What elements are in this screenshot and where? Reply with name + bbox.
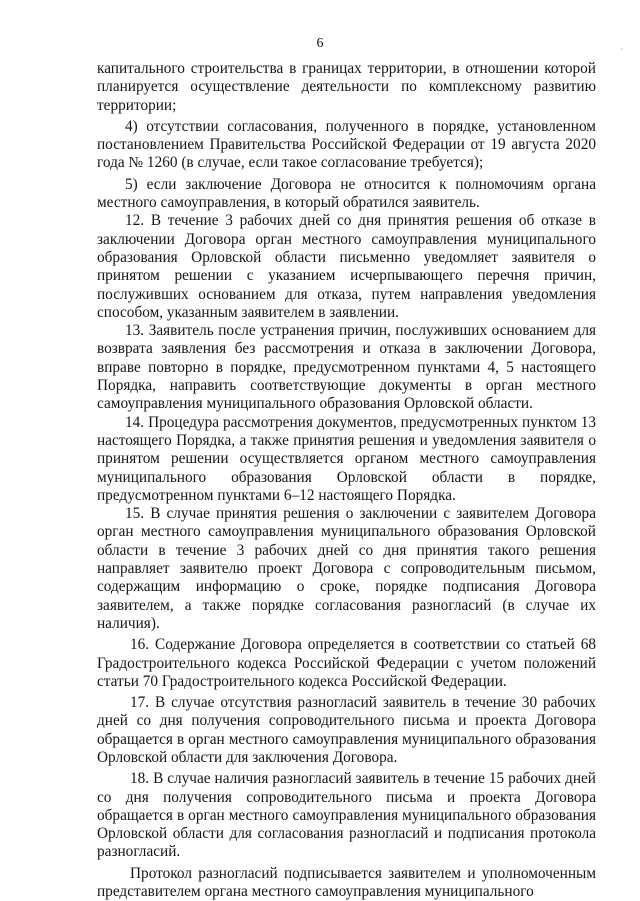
scan-artifact: · [620, 44, 623, 54]
paragraph-14: 14. Процедура рассмотрения документов, предусмотренных пунктом 13 настоящего Порядка, а также принятия решения и уведомления заявителя о принятом решении осуществляется органом местного самоуправления муниципального образования Орловской области в порядке, предусмотренном пунктами 6–12 настоящего Порядка. [97, 413, 596, 504]
paragraph-15: 15. В случае принятия решения о заключении с заявителем Договора орган местного самоуправления муниципального образования Орловской области в течение 3 рабочих дней со дня принятия такого решения направляет заявителю проект Договора с сопроводительным письмом, содержащим информацию о сроке, порядке подписания Договора заявителем, а также порядке согласования разногласий (в случае их наличия). [97, 505, 596, 632]
paragraph-16: 16. Содержание Договора определяется в соответствии со статьей 68 Градостроительного кодекса Российской Федерации с учетом положений статьи 70 Градостроительного кодекса Российской Федерации. [97, 636, 596, 690]
paragraph-18: 18. В случае наличия разногласий заявитель в течение 15 рабочих дней со дня получения сопроводительного письма и проекта Договора обращается в орган местного самоуправления муниципального образования Орловской области для согласования разногласий и подписания протокола разногласий. [97, 770, 596, 861]
page-number: 6 [316, 36, 324, 51]
paragraph-13: 13. Заявитель после устранения причин, послуживших основанием для возврата заявления без рассмотрения и отказа в заключении Договора, вправе повторно в порядке, предусмотренном пунктами 4, 5 настоящего Порядка, направить соответствующие документы в орган местного самоуправления муниципального образования Орловской области. [97, 322, 596, 413]
paragraph-17: 17. В случае отсутствия разногласий заявитель в течение 30 рабочих дней со дня получения сопроводительного письма и проекта Договора обращается в орган местного самоуправления муниципального образования Орловской области для заключения Договора. [97, 694, 596, 766]
document-body [97, 60, 596, 901]
paragraph-territory-continuation: капитального строительства в границах территории, в отношении которой планируется осуществление деятельности по комплексному развитию территории; [97, 60, 596, 114]
paragraph-item-5: 5) если заключение Договора не относится к полномочиям органа местного самоуправления, в который обратился заявитель. [97, 175, 596, 212]
paragraph-item-4: 4) отсутствии согласования, полученного в порядке, установленном постановлением Правительства Российской Федерации от 19 августа 2020 года № 1260 (в случае, если такое согласование требуется); [97, 117, 596, 172]
paragraph-12: 12. В течение 3 рабочих дней со дня принятия решения об отказе в заключении Договора орган местного самоуправления муниципального образования Орловской области письменно уведомляет заявителя о принятом решении с указанием исчерпывающего перечня причин, послуживших основанием для отказа, путем направления уведомления способом, указанным заявителем в заявлении. [97, 212, 596, 321]
paragraph-protocol: Протокол разногласий подписывается заявителем и уполномоченным представителем органа местного самоуправления муниципального [97, 864, 596, 901]
